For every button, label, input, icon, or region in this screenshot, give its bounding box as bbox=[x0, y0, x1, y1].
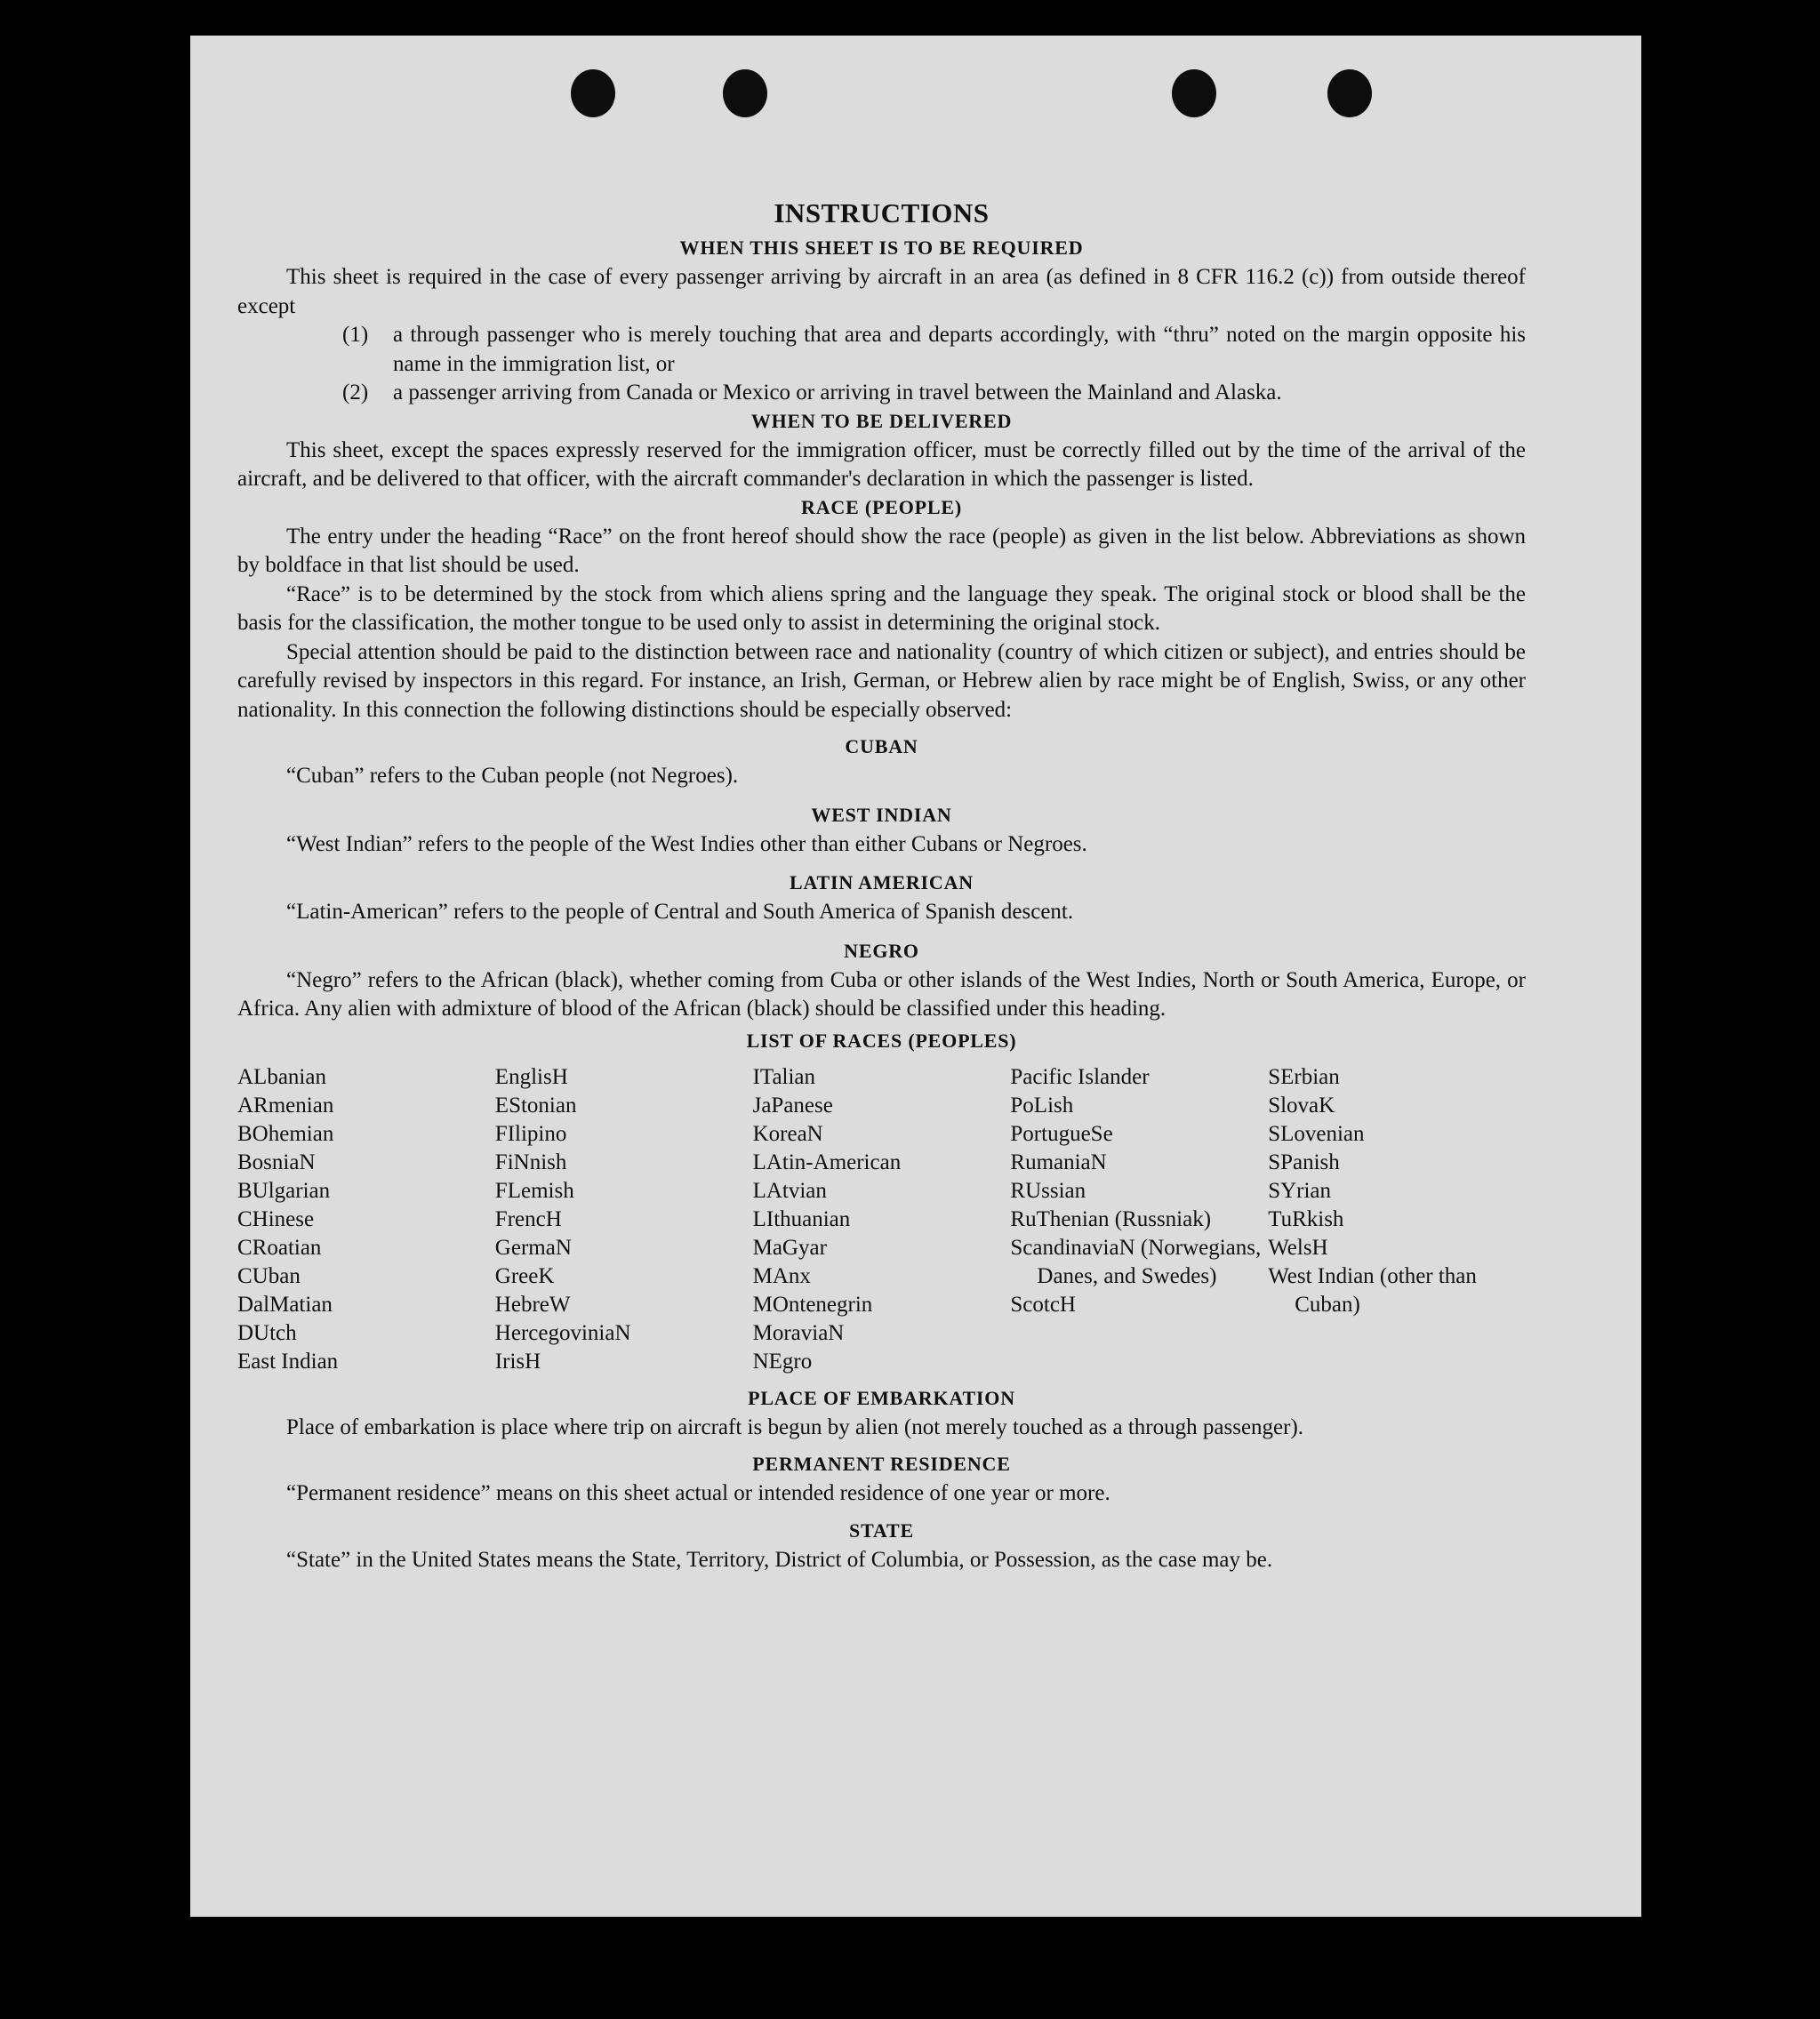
race-entry: DalMatian bbox=[237, 1292, 333, 1317]
race-entry: HebreW bbox=[494, 1292, 571, 1317]
race-entry: East Indian bbox=[237, 1349, 339, 1374]
race-entry: SPanish bbox=[1268, 1150, 1340, 1174]
section-heading-list-of-races: LIST OF RACES (PEOPLES) bbox=[746, 1029, 1017, 1052]
race-entry: ITalian bbox=[752, 1064, 816, 1089]
race-entry: GermaN bbox=[494, 1235, 572, 1260]
residence-text: “Permanent residence” means on this sheet actual or intended residence of one year or more. bbox=[286, 1481, 1110, 1505]
punch-hole bbox=[723, 69, 767, 117]
race-entry: SlovaK bbox=[1268, 1093, 1335, 1118]
section-heading-embarkation: PLACE OF EMBARKATION bbox=[748, 1386, 1015, 1409]
latin-american-text: “Latin-American” refers to the people of Central and South America of Spanish descent. bbox=[286, 900, 1074, 924]
race-column bbox=[1268, 1063, 1526, 1376]
section-heading-delivered: WHEN TO BE DELIVERED bbox=[750, 409, 1013, 432]
negro-text: “Negro” refers to the African (black), whether coming from Cuba or other islands of the West Indies, North or South America, Europe, or Africa. Any alien with admixture of blood of the African (black) should be classified under this heading. bbox=[237, 967, 1526, 1021]
race-entry: FLemish bbox=[494, 1178, 574, 1203]
race-column bbox=[495, 1063, 753, 1376]
delivered-text: This sheet, except the spaces expressly reserved for the immigration officer, must be correctly filled out by the time of the arrival of the aircraft, and be delivered to that officer, with the aircraft commander's declaration in which the passenger is listed. bbox=[237, 437, 1526, 491]
race-entry: FrencH bbox=[494, 1206, 562, 1231]
exception-item bbox=[237, 379, 1526, 408]
race-column bbox=[237, 1063, 495, 1376]
exception-item bbox=[237, 321, 1526, 379]
race-paragraph: The entry under the heading “Race” on the front hereof should show the race (people) as given in the list below. Abbreviations as shown by boldface in that list should be used. bbox=[237, 524, 1526, 577]
race-entry: EnglisH bbox=[494, 1064, 568, 1089]
race-entry: BOhemian bbox=[237, 1121, 334, 1146]
race-entry: RumaniaN bbox=[1010, 1150, 1107, 1174]
section-heading-race: RACE (PEOPLE) bbox=[801, 495, 962, 518]
race-entry: PoLish bbox=[1010, 1093, 1074, 1118]
race-entry: ARmenian bbox=[237, 1093, 334, 1118]
race-entry: SLovenian bbox=[1268, 1121, 1365, 1146]
race-entry: SYrian bbox=[1268, 1178, 1332, 1203]
race-entry: LIthuanian bbox=[752, 1206, 851, 1231]
punch-hole bbox=[571, 69, 615, 117]
exception-text: a passenger arriving from Canada or Mexico or arriving in travel between the Mainland and Alaska. bbox=[393, 381, 1282, 405]
race-entry: PortugueSe bbox=[1010, 1121, 1113, 1146]
race-entry: MoraviaN bbox=[752, 1320, 845, 1345]
punch-hole bbox=[1172, 69, 1216, 117]
page-title: INSTRUCTIONS bbox=[774, 197, 990, 228]
race-entry: NEgro bbox=[752, 1349, 813, 1374]
race-entry: CRoatian bbox=[237, 1235, 322, 1260]
punch-hole bbox=[1327, 69, 1372, 117]
race-entry: BosniaN bbox=[237, 1150, 316, 1174]
section-heading-required: WHEN THIS SHEET IS TO BE REQUIRED bbox=[679, 236, 1084, 259]
race-entry: ScotcH bbox=[1010, 1292, 1076, 1317]
race-entry: JaPanese bbox=[752, 1093, 833, 1118]
race-entry: MAnx bbox=[752, 1263, 811, 1288]
race-entry: LAtin-American bbox=[752, 1150, 902, 1174]
required-intro: This sheet is required in the case of every passenger arriving by aircraft in an area (as defined in 8 CFR 116.2 (c)) from outside thereof except bbox=[237, 265, 1526, 318]
section-heading-state: STATE bbox=[849, 1518, 914, 1542]
section-heading-cuban: CUBAN bbox=[845, 735, 918, 757]
section-heading-residence: PERMANENT RESIDENCE bbox=[752, 1453, 1011, 1475]
race-entry: DUtch bbox=[237, 1320, 297, 1345]
race-paragraph: Special attention should be paid to the distinction between race and nationality (country of which citizen or subject), and entries should be carefully revised by inspectors in this regard. For instance, an Irish, German, or Hebrew alien by race might be of English, Swiss, or any other nationality. In this connection the following distinctions should be especially observed: bbox=[237, 639, 1526, 722]
race-entry: ScandinaviaN (Norwegians, Danes, and Swedes) bbox=[1010, 1235, 1262, 1288]
exception-number: (1) bbox=[342, 323, 369, 347]
race-entry: CHinese bbox=[237, 1206, 315, 1231]
race-entry: FiNnish bbox=[494, 1150, 567, 1174]
section-heading-latin-american: LATIN AMERICAN bbox=[790, 871, 974, 893]
race-entry: MOntenegrin bbox=[752, 1292, 873, 1317]
race-entry: GreeK bbox=[494, 1263, 555, 1288]
race-entry: BUlgarian bbox=[237, 1178, 331, 1203]
race-entry: SErbian bbox=[1268, 1064, 1340, 1089]
state-text: “State” in the United States means the State, Territory, District of Columbia, or Possession, as the case may be. bbox=[286, 1547, 1273, 1572]
race-entry: RuThenian (Russniak) bbox=[1010, 1206, 1212, 1231]
section-heading-west-indian: WEST INDIAN bbox=[811, 803, 952, 826]
section-heading-negro: NEGRO bbox=[844, 939, 919, 962]
embarkation-text: Place of embarkation is place where trip on aircraft is begun by alien (not merely touched as a through passenger). bbox=[286, 1414, 1304, 1439]
race-entry: FIlipino bbox=[494, 1121, 567, 1146]
race-entry: RUssian bbox=[1010, 1178, 1086, 1203]
race-entry: IrisH bbox=[494, 1349, 541, 1374]
race-entry: WelsH bbox=[1268, 1235, 1328, 1260]
race-entry: MaGyar bbox=[752, 1235, 827, 1260]
race-entry: ALbanian bbox=[237, 1064, 326, 1089]
cuban-text: “Cuban” refers to the Cuban people (not Negroes). bbox=[286, 764, 739, 788]
race-entry: EStonian bbox=[494, 1093, 577, 1118]
race-entry: TuRkish bbox=[1268, 1206, 1344, 1231]
race-list bbox=[237, 1063, 1526, 1376]
exception-number: (2) bbox=[342, 381, 369, 405]
race-column bbox=[1010, 1063, 1268, 1376]
race-entry: West Indian (other than Cuban) bbox=[1268, 1263, 1477, 1317]
race-entry: KoreaN bbox=[752, 1121, 823, 1146]
document-sheet bbox=[190, 36, 1641, 1917]
race-entry: CUban bbox=[237, 1263, 301, 1288]
race-entry: Pacific Islander bbox=[1010, 1064, 1150, 1089]
race-entry: LAtvian bbox=[752, 1178, 827, 1203]
race-paragraph: “Race” is to be determined by the stock from which aliens spring and the language they speak. The original stock or blood shall be the basis for the classification, the mother tongue to be used only to assist in determining the original stock. bbox=[237, 581, 1526, 635]
race-column bbox=[753, 1063, 1011, 1376]
west-indian-text: “West Indian” refers to the people of the West Indies other than either Cubans or Negroes. bbox=[286, 831, 1087, 856]
race-entry: HercegoviniaN bbox=[494, 1320, 631, 1345]
exception-text: a through passenger who is merely touching that area and departs accordingly, with “thru” noted on the margin opposite his name in the immigration list, or bbox=[393, 323, 1526, 376]
